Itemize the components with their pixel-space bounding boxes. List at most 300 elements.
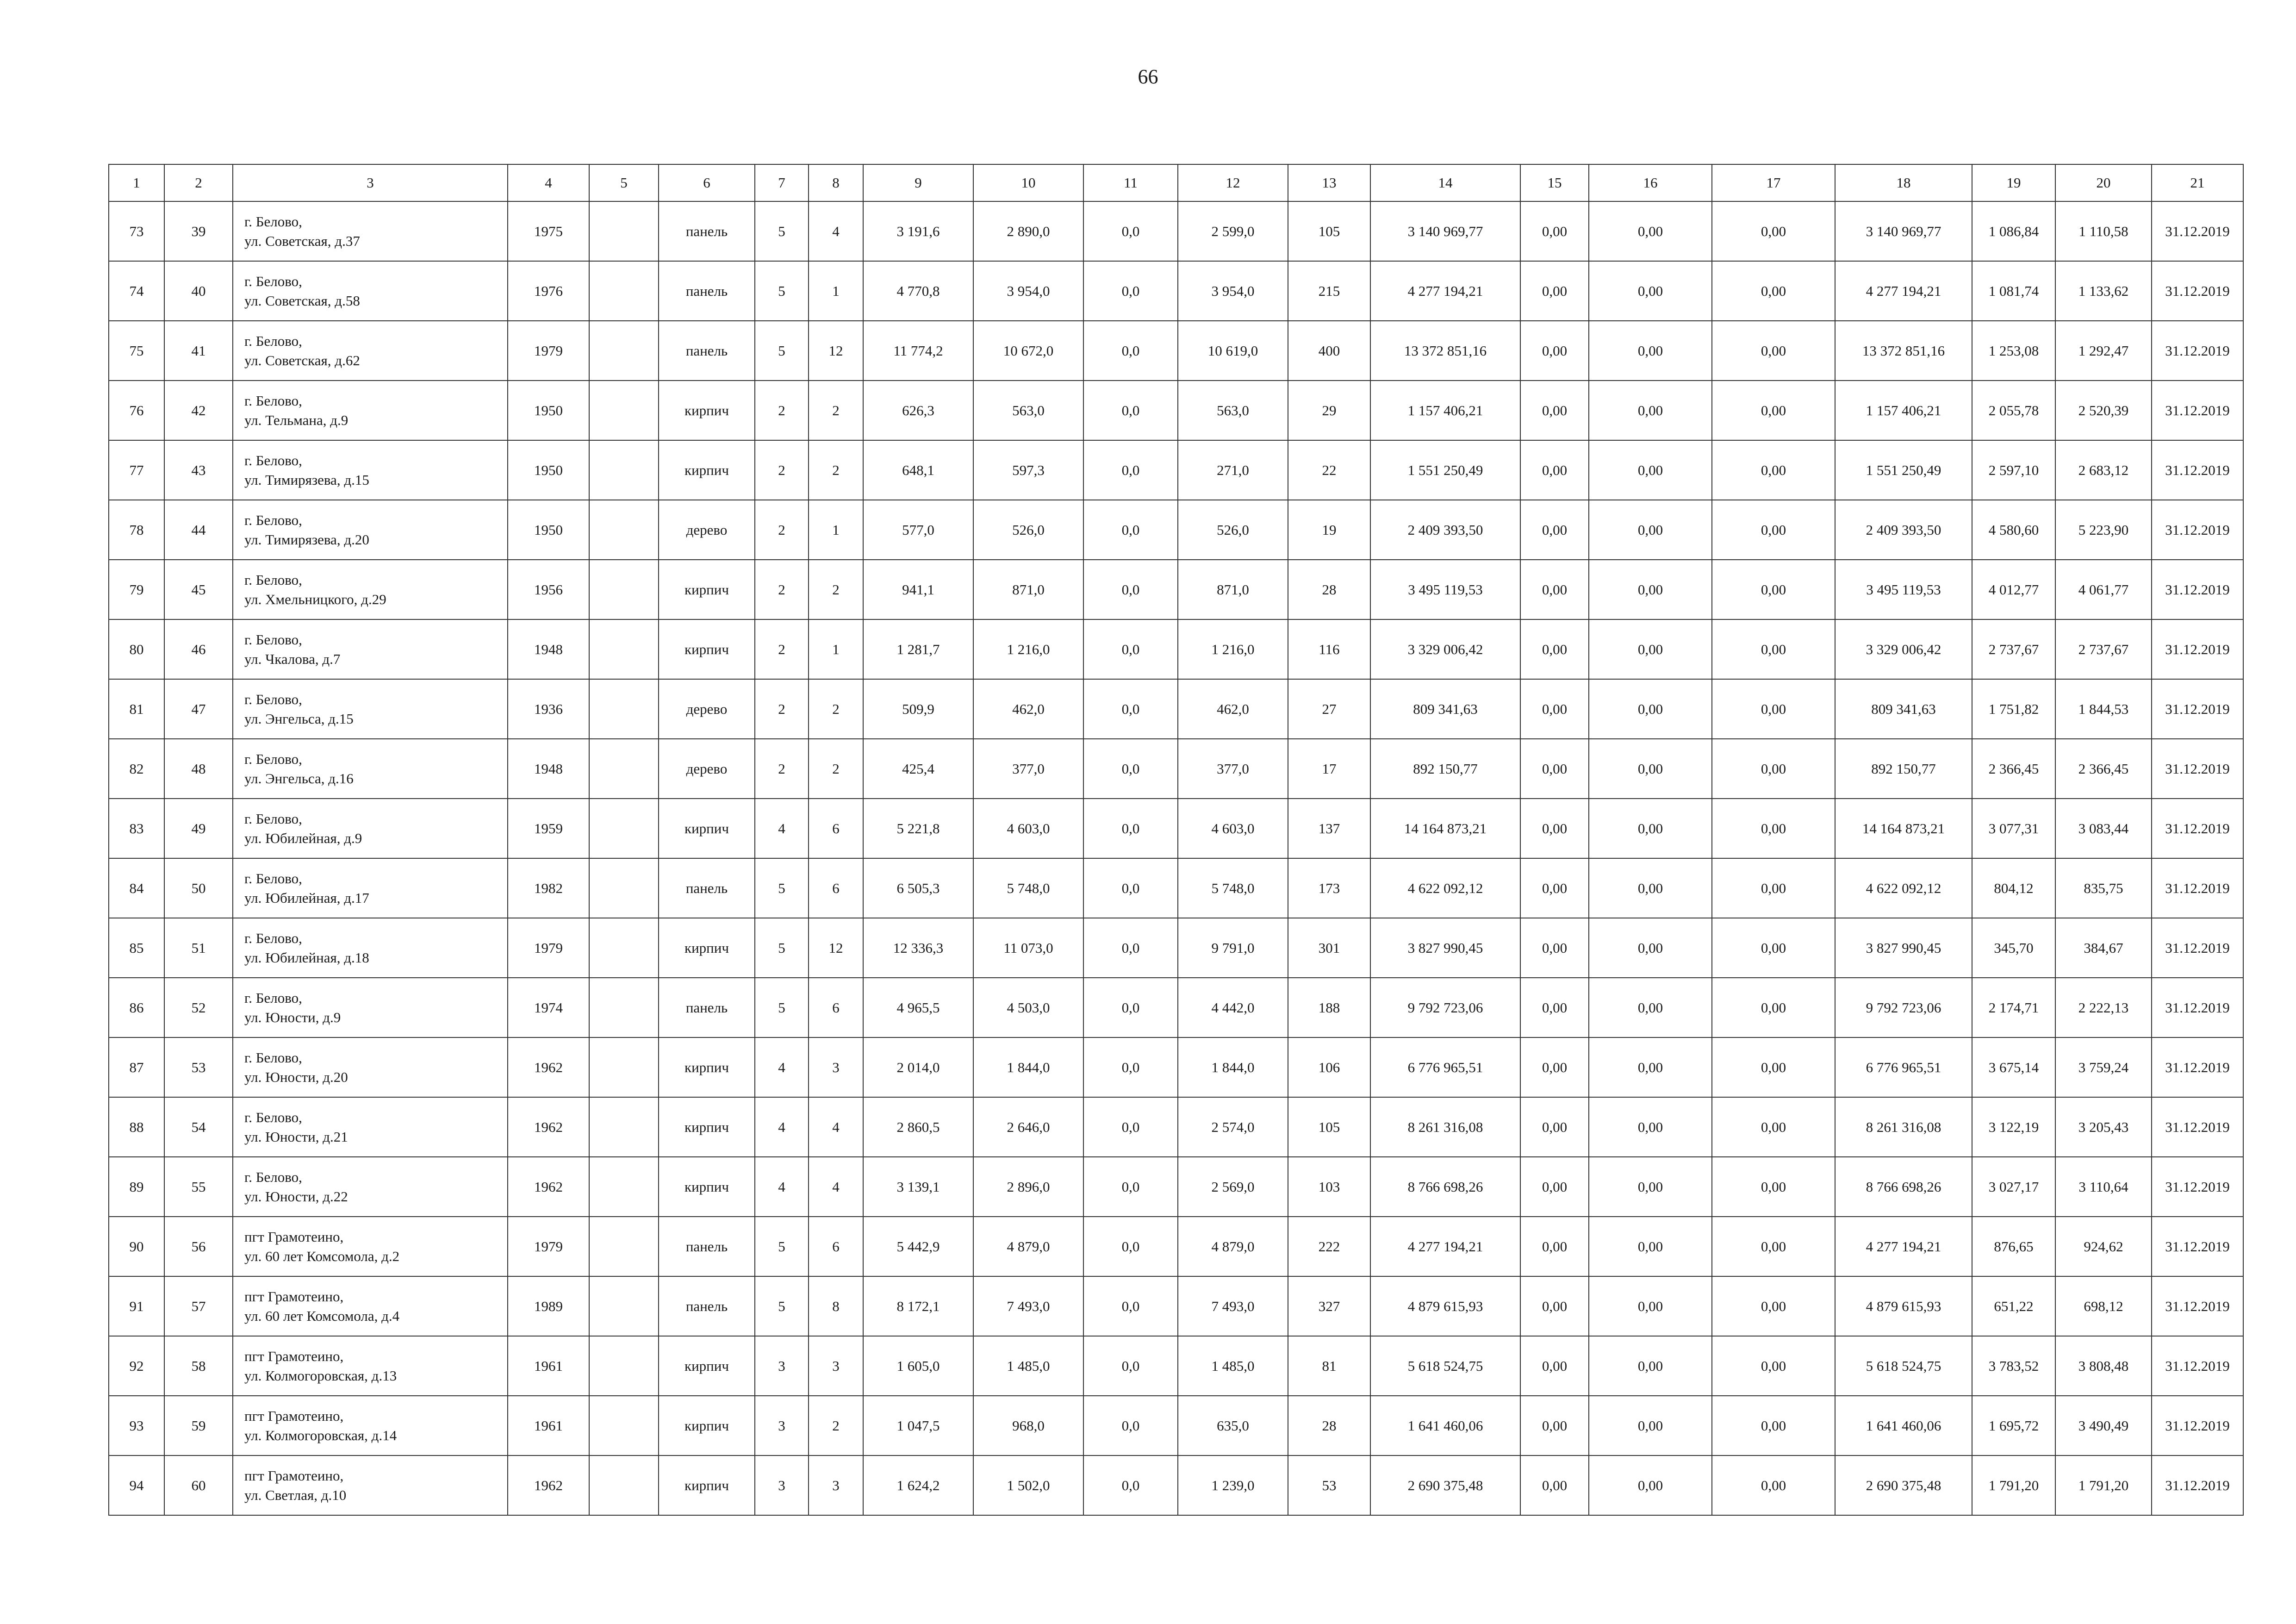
cell-col-17: 0,00 [1712, 1097, 1835, 1157]
cell-col-14: 1 551 250,49 [1370, 440, 1520, 500]
cell-col-2: 51 [164, 918, 233, 978]
cell-col-2: 50 [164, 858, 233, 918]
cell-col-8: 4 [809, 201, 863, 261]
cell-col-8: 2 [809, 560, 863, 619]
table-row [109, 799, 2243, 858]
cell-col-11: 0,0 [1083, 1217, 1178, 1276]
cell-col-10: 2 890,0 [973, 201, 1083, 261]
cell-col-8: 2 [809, 739, 863, 799]
cell-col-14: 4 277 194,21 [1370, 1217, 1520, 1276]
address-cell [233, 858, 508, 918]
address-street: ул. Юбилейная, д.17 [244, 889, 369, 906]
cell-col-5 [589, 1336, 659, 1396]
cell-col-15: 0,00 [1520, 799, 1589, 858]
cell-col-15: 0,00 [1520, 978, 1589, 1037]
cell-col-12: 871,0 [1178, 560, 1288, 619]
cell-col-4: 1950 [508, 440, 589, 500]
cell-col-12: 4 442,0 [1178, 978, 1288, 1037]
column-header-19: 19 [1972, 164, 2055, 201]
cell-col-11: 0,0 [1083, 1455, 1178, 1515]
cell-col-18: 1 641 460,06 [1835, 1396, 1972, 1455]
address-town: г. Белово, [244, 930, 302, 946]
cell-col-13: 17 [1288, 739, 1370, 799]
cell-col-14: 809 341,63 [1370, 679, 1520, 739]
cell-col-20: 2 222,13 [2055, 978, 2152, 1037]
cell-col-6: дерево [659, 679, 755, 739]
cell-col-20: 835,75 [2055, 858, 2152, 918]
address-street: ул. Энгельса, д.15 [244, 710, 354, 727]
cell-col-21: 31.12.2019 [2152, 1217, 2243, 1276]
cell-col-1: 76 [109, 381, 164, 440]
cell-col-16: 0,00 [1589, 440, 1712, 500]
cell-col-11: 0,0 [1083, 560, 1178, 619]
cell-col-1: 78 [109, 500, 164, 560]
cell-col-12: 2 599,0 [1178, 201, 1288, 261]
cell-col-9: 626,3 [863, 381, 973, 440]
cell-col-17: 0,00 [1712, 918, 1835, 978]
address-street: ул. Юбилейная, д.18 [244, 949, 369, 966]
cell-col-1: 80 [109, 619, 164, 679]
table-row [109, 1217, 2243, 1276]
cell-col-5 [589, 739, 659, 799]
cell-col-18: 4 622 092,12 [1835, 858, 1972, 918]
cell-col-4: 1956 [508, 560, 589, 619]
page-number: 66 [1138, 65, 1158, 88]
address-town: г. Белово, [244, 1109, 302, 1125]
cell-col-13: 19 [1288, 500, 1370, 560]
cell-col-13: 103 [1288, 1157, 1370, 1217]
cell-col-1: 93 [109, 1396, 164, 1455]
address-street: ул. Советская, д.62 [244, 352, 360, 369]
cell-col-14: 4 622 092,12 [1370, 858, 1520, 918]
cell-col-8: 4 [809, 1157, 863, 1217]
cell-col-9: 1 047,5 [863, 1396, 973, 1455]
cell-col-4: 1936 [508, 679, 589, 739]
cell-col-8: 12 [809, 918, 863, 978]
address-town: пгт Грамотеино, [244, 1407, 344, 1424]
cell-col-10: 10 672,0 [973, 321, 1083, 381]
cell-col-1: 83 [109, 799, 164, 858]
cell-col-20: 2 366,45 [2055, 739, 2152, 799]
address-street: ул. Юбилейная, д.9 [244, 830, 362, 846]
cell-col-9: 509,9 [863, 679, 973, 739]
cell-col-6: кирпич [659, 1336, 755, 1396]
table-row [109, 1336, 2243, 1396]
address-cell [233, 799, 508, 858]
cell-col-16: 0,00 [1589, 500, 1712, 560]
cell-col-20: 3 205,43 [2055, 1097, 2152, 1157]
cell-col-4: 1961 [508, 1396, 589, 1455]
cell-col-18: 3 140 969,77 [1835, 201, 1972, 261]
column-header-1: 1 [109, 164, 164, 201]
cell-col-18: 9 792 723,06 [1835, 978, 1972, 1037]
cell-col-1: 90 [109, 1217, 164, 1276]
address-cell [233, 1037, 508, 1097]
cell-col-9: 12 336,3 [863, 918, 973, 978]
cell-col-19: 2 597,10 [1972, 440, 2055, 500]
column-header-8: 8 [809, 164, 863, 201]
column-header-18: 18 [1835, 164, 1972, 201]
cell-col-10: 4 603,0 [973, 799, 1083, 858]
cell-col-14: 13 372 851,16 [1370, 321, 1520, 381]
address-street: ул. Юности, д.22 [244, 1188, 348, 1205]
cell-col-8: 6 [809, 978, 863, 1037]
cell-col-21: 31.12.2019 [2152, 1336, 2243, 1396]
cell-col-12: 563,0 [1178, 381, 1288, 440]
cell-col-6: кирпич [659, 619, 755, 679]
cell-col-5 [589, 560, 659, 619]
cell-col-8: 4 [809, 1097, 863, 1157]
column-header-10: 10 [973, 164, 1083, 201]
cell-col-10: 2 896,0 [973, 1157, 1083, 1217]
column-number-row [109, 164, 2243, 201]
cell-col-10: 968,0 [973, 1396, 1083, 1455]
cell-col-6: панель [659, 1217, 755, 1276]
address-street: ул. Тельмана, д.9 [244, 412, 348, 428]
cell-col-1: 87 [109, 1037, 164, 1097]
cell-col-14: 3 329 006,42 [1370, 619, 1520, 679]
cell-col-11: 0,0 [1083, 799, 1178, 858]
cell-col-19: 804,12 [1972, 858, 2055, 918]
cell-col-19: 2 366,45 [1972, 739, 2055, 799]
cell-col-8: 3 [809, 1336, 863, 1396]
column-header-6: 6 [659, 164, 755, 201]
address-cell [233, 321, 508, 381]
column-header-4: 4 [508, 164, 589, 201]
table-row [109, 1276, 2243, 1336]
cell-col-6: кирпич [659, 440, 755, 500]
cell-col-7: 4 [755, 1157, 809, 1217]
cell-col-10: 7 493,0 [973, 1276, 1083, 1336]
cell-col-9: 5 442,9 [863, 1217, 973, 1276]
cell-col-8: 12 [809, 321, 863, 381]
cell-col-10: 563,0 [973, 381, 1083, 440]
cell-col-20: 1 844,53 [2055, 679, 2152, 739]
cell-col-12: 271,0 [1178, 440, 1288, 500]
cell-col-12: 1 239,0 [1178, 1455, 1288, 1515]
cell-col-19: 2 174,71 [1972, 978, 2055, 1037]
cell-col-5 [589, 500, 659, 560]
cell-col-12: 377,0 [1178, 739, 1288, 799]
cell-col-2: 47 [164, 679, 233, 739]
address-cell [233, 918, 508, 978]
address-cell [233, 1336, 508, 1396]
cell-col-1: 92 [109, 1336, 164, 1396]
cell-col-1: 75 [109, 321, 164, 381]
cell-col-12: 2 569,0 [1178, 1157, 1288, 1217]
cell-col-21: 31.12.2019 [2152, 799, 2243, 858]
cell-col-2: 59 [164, 1396, 233, 1455]
cell-col-1: 91 [109, 1276, 164, 1336]
column-header-20: 20 [2055, 164, 2152, 201]
column-header-16: 16 [1589, 164, 1712, 201]
cell-col-15: 0,00 [1520, 201, 1589, 261]
cell-col-11: 0,0 [1083, 619, 1178, 679]
cell-col-18: 892 150,77 [1835, 739, 1972, 799]
cell-col-6: кирпич [659, 918, 755, 978]
table-row [109, 679, 2243, 739]
cell-col-4: 1962 [508, 1037, 589, 1097]
cell-col-8: 2 [809, 1396, 863, 1455]
cell-col-13: 327 [1288, 1276, 1370, 1336]
cell-col-9: 1 281,7 [863, 619, 973, 679]
cell-col-4: 1948 [508, 619, 589, 679]
cell-col-15: 0,00 [1520, 619, 1589, 679]
table-row [109, 1157, 2243, 1217]
cell-col-17: 0,00 [1712, 261, 1835, 321]
cell-col-11: 0,0 [1083, 500, 1178, 560]
cell-col-11: 0,0 [1083, 739, 1178, 799]
address-town: пгт Грамотеино, [244, 1348, 344, 1364]
cell-col-20: 1 133,62 [2055, 261, 2152, 321]
cell-col-6: панель [659, 978, 755, 1037]
cell-col-1: 86 [109, 978, 164, 1037]
cell-col-5 [589, 321, 659, 381]
table-row [109, 1037, 2243, 1097]
cell-col-17: 0,00 [1712, 560, 1835, 619]
cell-col-14: 3 495 119,53 [1370, 560, 1520, 619]
cell-col-16: 0,00 [1589, 1276, 1712, 1336]
cell-col-13: 137 [1288, 799, 1370, 858]
cell-col-17: 0,00 [1712, 739, 1835, 799]
cell-col-8: 3 [809, 1455, 863, 1515]
cell-col-9: 648,1 [863, 440, 973, 500]
cell-col-2: 42 [164, 381, 233, 440]
address-town: пгт Грамотеино, [244, 1467, 344, 1484]
cell-col-8: 2 [809, 381, 863, 440]
cell-col-10: 462,0 [973, 679, 1083, 739]
address-street: ул. Колмогоровская, д.14 [244, 1427, 397, 1443]
cell-col-18: 4 277 194,21 [1835, 261, 1972, 321]
cell-col-19: 1 751,82 [1972, 679, 2055, 739]
cell-col-9: 4 770,8 [863, 261, 973, 321]
cell-col-7: 5 [755, 261, 809, 321]
cell-col-16: 0,00 [1589, 1157, 1712, 1217]
cell-col-5 [589, 1037, 659, 1097]
cell-col-6: панель [659, 1276, 755, 1336]
column-header-2: 2 [164, 164, 233, 201]
address-town: г. Белово, [244, 631, 302, 648]
cell-col-7: 5 [755, 918, 809, 978]
cell-col-15: 0,00 [1520, 918, 1589, 978]
address-town: г. Белово, [244, 810, 302, 827]
cell-col-17: 0,00 [1712, 1037, 1835, 1097]
cell-col-12: 5 748,0 [1178, 858, 1288, 918]
cell-col-8: 6 [809, 1217, 863, 1276]
cell-col-12: 462,0 [1178, 679, 1288, 739]
cell-col-2: 46 [164, 619, 233, 679]
cell-col-19: 3 077,31 [1972, 799, 2055, 858]
cell-col-10: 1 485,0 [973, 1336, 1083, 1396]
cell-col-15: 0,00 [1520, 1037, 1589, 1097]
cell-col-4: 1962 [508, 1157, 589, 1217]
cell-col-16: 0,00 [1589, 858, 1712, 918]
cell-col-11: 0,0 [1083, 978, 1178, 1037]
cell-col-20: 2 737,67 [2055, 619, 2152, 679]
cell-col-18: 8 261 316,08 [1835, 1097, 1972, 1157]
cell-col-7: 5 [755, 201, 809, 261]
cell-col-20: 4 061,77 [2055, 560, 2152, 619]
cell-col-21: 31.12.2019 [2152, 440, 2243, 500]
table-row [109, 918, 2243, 978]
cell-col-19: 2 055,78 [1972, 381, 2055, 440]
cell-col-13: 53 [1288, 1455, 1370, 1515]
cell-col-4: 1979 [508, 918, 589, 978]
cell-col-18: 6 776 965,51 [1835, 1037, 1972, 1097]
cell-col-12: 1 844,0 [1178, 1037, 1288, 1097]
address-street: ул. Хмельницкого, д.29 [244, 591, 386, 607]
cell-col-16: 0,00 [1589, 261, 1712, 321]
cell-col-5 [589, 679, 659, 739]
cell-col-16: 0,00 [1589, 381, 1712, 440]
cell-col-6: панель [659, 858, 755, 918]
cell-col-20: 924,62 [2055, 1217, 2152, 1276]
address-street: ул. Юности, д.21 [244, 1128, 348, 1145]
address-cell [233, 619, 508, 679]
cell-col-2: 60 [164, 1455, 233, 1515]
cell-col-7: 2 [755, 440, 809, 500]
cell-col-19: 3 027,17 [1972, 1157, 2055, 1217]
cell-col-13: 116 [1288, 619, 1370, 679]
cell-col-14: 1 641 460,06 [1370, 1396, 1520, 1455]
cell-col-14: 14 164 873,21 [1370, 799, 1520, 858]
address-town: г. Белово, [244, 273, 302, 289]
cell-col-2: 53 [164, 1037, 233, 1097]
cell-col-4: 1989 [508, 1276, 589, 1336]
cell-col-17: 0,00 [1712, 799, 1835, 858]
cell-col-16: 0,00 [1589, 799, 1712, 858]
cell-col-7: 5 [755, 978, 809, 1037]
cell-col-11: 0,0 [1083, 1336, 1178, 1396]
cell-col-2: 39 [164, 201, 233, 261]
table-row [109, 978, 2243, 1037]
cell-col-11: 0,0 [1083, 1037, 1178, 1097]
cell-col-6: кирпич [659, 381, 755, 440]
cell-col-17: 0,00 [1712, 1336, 1835, 1396]
cell-col-17: 0,00 [1712, 440, 1835, 500]
cell-col-13: 188 [1288, 978, 1370, 1037]
cell-col-14: 6 776 965,51 [1370, 1037, 1520, 1097]
table-body [109, 201, 2243, 1515]
cell-col-15: 0,00 [1520, 1217, 1589, 1276]
cell-col-5 [589, 1276, 659, 1336]
cell-col-17: 0,00 [1712, 500, 1835, 560]
table-row [109, 381, 2243, 440]
cell-col-21: 31.12.2019 [2152, 918, 2243, 978]
address-town: г. Белово, [244, 392, 302, 409]
cell-col-18: 2 690 375,48 [1835, 1455, 1972, 1515]
cell-col-14: 4 277 194,21 [1370, 261, 1520, 321]
cell-col-10: 2 646,0 [973, 1097, 1083, 1157]
cell-col-21: 31.12.2019 [2152, 261, 2243, 321]
cell-col-11: 0,0 [1083, 1396, 1178, 1455]
table-row [109, 619, 2243, 679]
cell-col-13: 105 [1288, 1097, 1370, 1157]
cell-col-15: 0,00 [1520, 1097, 1589, 1157]
cell-col-13: 222 [1288, 1217, 1370, 1276]
cell-col-7: 4 [755, 799, 809, 858]
cell-col-2: 57 [164, 1276, 233, 1336]
cell-col-4: 1979 [508, 321, 589, 381]
cell-col-19: 1 081,74 [1972, 261, 2055, 321]
cell-col-9: 4 965,5 [863, 978, 973, 1037]
cell-col-6: кирпич [659, 1455, 755, 1515]
cell-col-13: 28 [1288, 1396, 1370, 1455]
register-table [108, 164, 2244, 1516]
cell-col-16: 0,00 [1589, 1396, 1712, 1455]
address-cell [233, 500, 508, 560]
cell-col-17: 0,00 [1712, 679, 1835, 739]
address-cell [233, 201, 508, 261]
cell-col-16: 0,00 [1589, 201, 1712, 261]
address-cell [233, 261, 508, 321]
table-row [109, 440, 2243, 500]
cell-col-5 [589, 440, 659, 500]
cell-col-2: 48 [164, 739, 233, 799]
cell-col-21: 31.12.2019 [2152, 500, 2243, 560]
cell-col-9: 577,0 [863, 500, 973, 560]
address-street: ул. Тимирязева, д.15 [244, 471, 369, 488]
cell-col-10: 4 503,0 [973, 978, 1083, 1037]
cell-col-10: 597,3 [973, 440, 1083, 500]
cell-col-16: 0,00 [1589, 1097, 1712, 1157]
cell-col-21: 31.12.2019 [2152, 858, 2243, 918]
cell-col-6: кирпич [659, 1097, 755, 1157]
cell-col-1: 88 [109, 1097, 164, 1157]
cell-col-4: 1982 [508, 858, 589, 918]
cell-col-9: 1 624,2 [863, 1455, 973, 1515]
address-town: г. Белово, [244, 452, 302, 468]
table-row [109, 1097, 2243, 1157]
cell-col-17: 0,00 [1712, 201, 1835, 261]
address-street: ул. Советская, д.58 [244, 292, 360, 309]
cell-col-4: 1950 [508, 381, 589, 440]
cell-col-8: 1 [809, 261, 863, 321]
cell-col-18: 3 495 119,53 [1835, 560, 1972, 619]
cell-col-11: 0,0 [1083, 1097, 1178, 1157]
cell-col-14: 3 140 969,77 [1370, 201, 1520, 261]
cell-col-20: 2 520,39 [2055, 381, 2152, 440]
cell-col-5 [589, 1455, 659, 1515]
cell-col-16: 0,00 [1589, 918, 1712, 978]
table-row [109, 739, 2243, 799]
cell-col-21: 31.12.2019 [2152, 201, 2243, 261]
cell-col-16: 0,00 [1589, 739, 1712, 799]
cell-col-15: 0,00 [1520, 321, 1589, 381]
cell-col-13: 29 [1288, 381, 1370, 440]
cell-col-4: 1959 [508, 799, 589, 858]
cell-col-19: 1 086,84 [1972, 201, 2055, 261]
address-cell [233, 440, 508, 500]
address-street: ул. 60 лет Комсомола, д.2 [244, 1248, 400, 1264]
cell-col-8: 1 [809, 619, 863, 679]
cell-col-7: 4 [755, 1037, 809, 1097]
cell-col-7: 2 [755, 619, 809, 679]
cell-col-5 [589, 261, 659, 321]
cell-col-16: 0,00 [1589, 321, 1712, 381]
cell-col-4: 1962 [508, 1097, 589, 1157]
cell-col-14: 1 157 406,21 [1370, 381, 1520, 440]
cell-col-6: панель [659, 261, 755, 321]
cell-col-21: 31.12.2019 [2152, 1276, 2243, 1336]
cell-col-6: кирпич [659, 799, 755, 858]
address-street: ул. Советская, д.37 [244, 232, 360, 249]
cell-col-7: 3 [755, 1396, 809, 1455]
cell-col-10: 5 748,0 [973, 858, 1083, 918]
address-cell [233, 560, 508, 619]
cell-col-13: 400 [1288, 321, 1370, 381]
column-header-21: 21 [2152, 164, 2243, 201]
